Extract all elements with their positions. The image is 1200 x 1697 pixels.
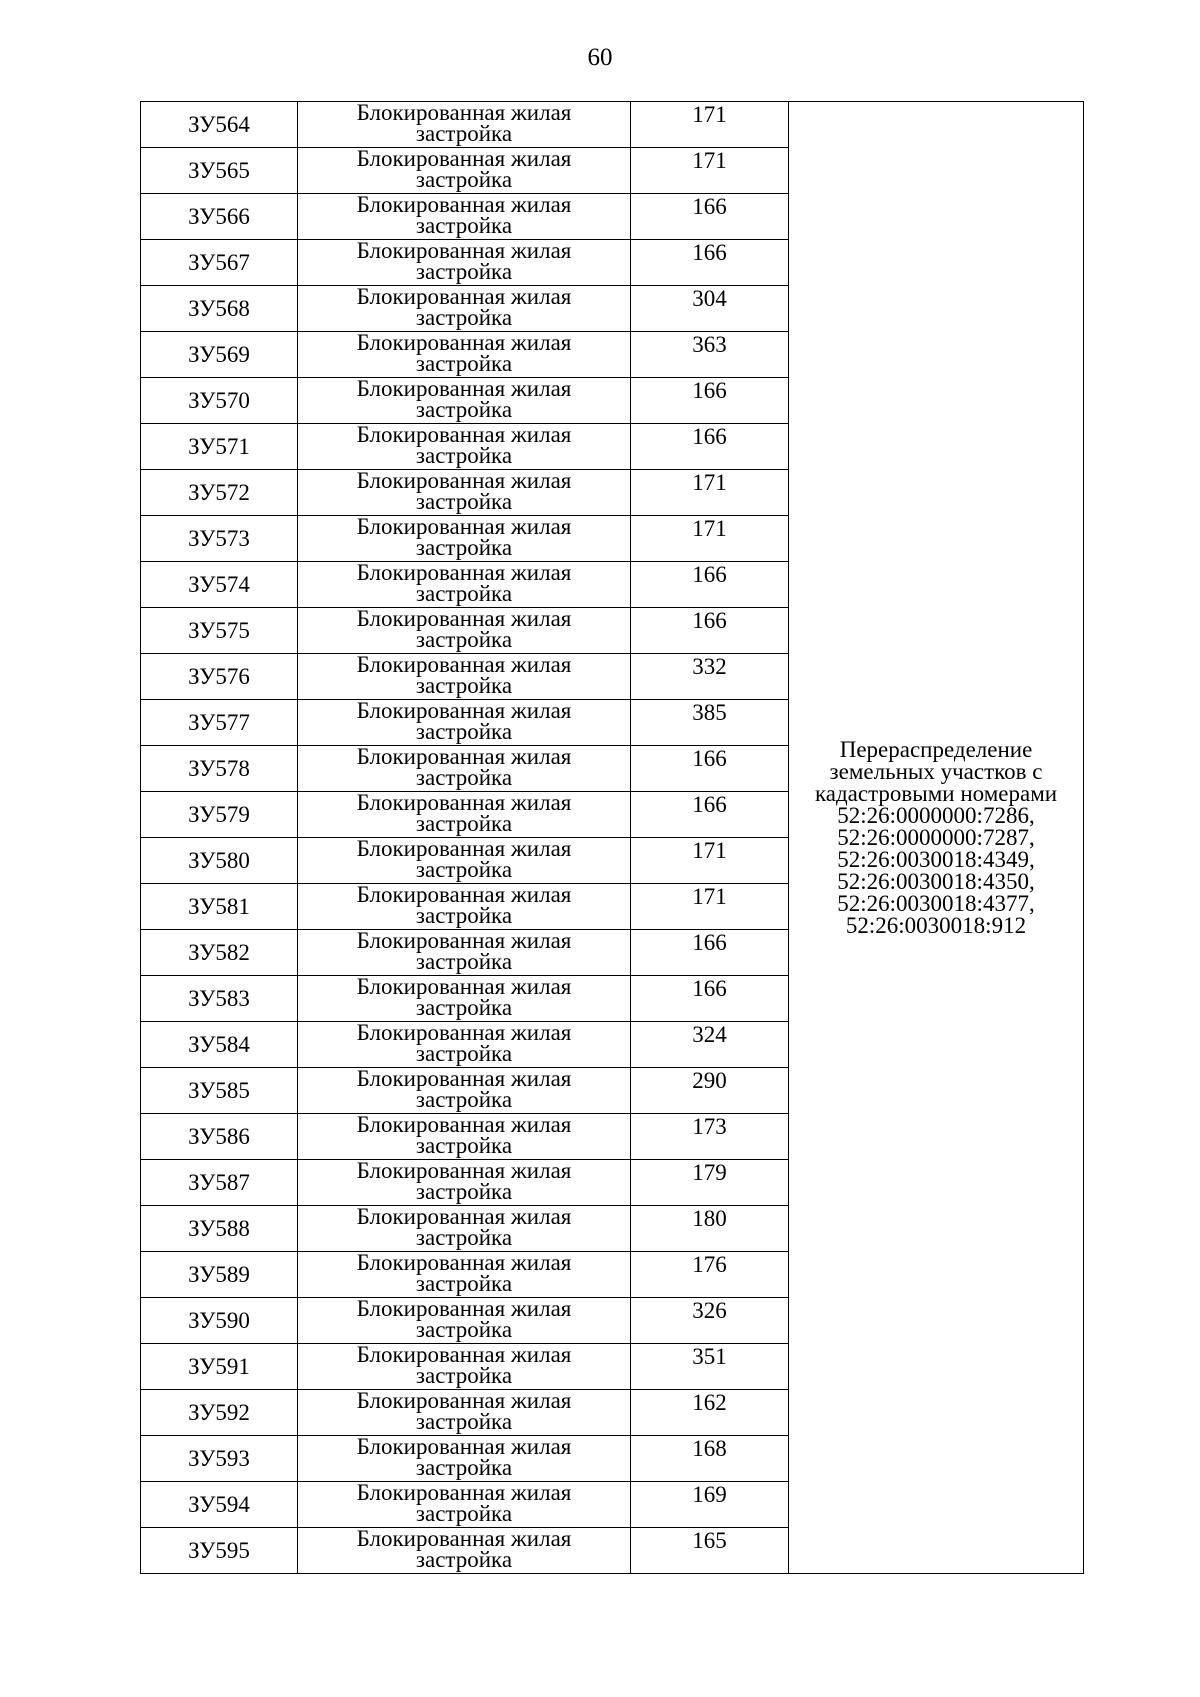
permitted-use-line-2: застройка: [415, 305, 513, 330]
area-cell: 171: [631, 102, 789, 148]
permitted-use-line-1: Блокированная жилая: [356, 330, 572, 355]
area-cell: 166: [631, 792, 789, 838]
permitted-use-line-2: застройка: [415, 1501, 513, 1526]
area-cell: 162: [631, 1390, 789, 1436]
permitted-use-line-2: застройка: [415, 121, 513, 146]
area-cell: 166: [631, 930, 789, 976]
permitted-use-cell: [298, 148, 631, 194]
permitted-use-cell: [298, 562, 631, 608]
permitted-use-line-1: Блокированная жилая: [356, 238, 572, 263]
permitted-use-line-1: Блокированная жилая: [356, 882, 572, 907]
plot-id-cell: ЗУ584: [141, 1022, 298, 1068]
area-cell: 332: [631, 654, 789, 700]
permitted-use-line-2: застройка: [415, 397, 513, 422]
permitted-use-cell: [298, 1022, 631, 1068]
permitted-use-cell: [298, 700, 631, 746]
permitted-use-line-2: застройка: [415, 673, 513, 698]
plot-id-cell: ЗУ580: [141, 838, 298, 884]
permitted-use-line-1: Блокированная жилая: [356, 698, 572, 723]
plot-id-cell: ЗУ564: [141, 102, 298, 148]
plot-id-cell: ЗУ575: [141, 608, 298, 654]
permitted-use-line-2: застройка: [415, 443, 513, 468]
plot-id-cell: ЗУ590: [141, 1298, 298, 1344]
area-cell: 171: [631, 148, 789, 194]
permitted-use-line-1: Блокированная жилая: [356, 284, 572, 309]
area-cell: 173: [631, 1114, 789, 1160]
permitted-use-line-1: Блокированная жилая: [356, 468, 572, 493]
plot-id-cell: ЗУ566: [141, 194, 298, 240]
permitted-use-line-2: застройка: [415, 1041, 513, 1066]
permitted-use-cell: [298, 654, 631, 700]
permitted-use-cell: [298, 1252, 631, 1298]
permitted-use-line-2: застройка: [415, 903, 513, 928]
permitted-use-line-1: Блокированная жилая: [356, 1112, 572, 1137]
permitted-use-cell: [298, 1160, 631, 1206]
area-cell: 326: [631, 1298, 789, 1344]
permitted-use-cell: [298, 1528, 631, 1574]
formation-method-line: 52:26:0000000:7287,: [837, 824, 1035, 850]
plot-id-cell: ЗУ568: [141, 286, 298, 332]
area-cell: 165: [631, 1528, 789, 1574]
area-cell: 166: [631, 240, 789, 286]
permitted-use-cell: [298, 884, 631, 930]
area-cell: 166: [631, 562, 789, 608]
permitted-use-line-1: Блокированная жилая: [356, 560, 572, 585]
area-cell: 171: [631, 838, 789, 884]
area-cell: 385: [631, 700, 789, 746]
formation-method-line: земельных участков с: [829, 758, 1043, 784]
permitted-use-cell: [298, 286, 631, 332]
permitted-use-line-2: застройка: [415, 1225, 513, 1250]
permitted-use-line-2: застройка: [415, 1133, 513, 1158]
area-cell: 171: [631, 516, 789, 562]
permitted-use-line-1: Блокированная жилая: [356, 790, 572, 815]
land-plots-table: [140, 101, 1084, 1574]
permitted-use-line-1: Блокированная жилая: [356, 1296, 572, 1321]
area-cell: 169: [631, 1482, 789, 1528]
permitted-use-line-1: Блокированная жилая: [356, 1480, 572, 1505]
permitted-use-line-1: Блокированная жилая: [356, 192, 572, 217]
plot-id-cell: ЗУ594: [141, 1482, 298, 1528]
area-cell: 304: [631, 286, 789, 332]
plot-id-cell: ЗУ572: [141, 470, 298, 516]
plot-id-cell: ЗУ570: [141, 378, 298, 424]
plot-id-cell: ЗУ582: [141, 930, 298, 976]
formation-method-line: кадастровыми номерами: [814, 780, 1058, 806]
area-cell: 351: [631, 1344, 789, 1390]
area-cell: 166: [631, 424, 789, 470]
permitted-use-line-1: Блокированная жилая: [356, 376, 572, 401]
permitted-use-line-2: застройка: [415, 995, 513, 1020]
area-cell: 171: [631, 470, 789, 516]
permitted-use-line-2: застройка: [415, 719, 513, 744]
permitted-use-cell: [298, 1114, 631, 1160]
area-cell: 363: [631, 332, 789, 378]
permitted-use-line-1: Блокированная жилая: [356, 1342, 572, 1367]
permitted-use-cell: [298, 332, 631, 378]
plot-id-cell: ЗУ583: [141, 976, 298, 1022]
formation-method-line: 52:26:0000000:7286,: [837, 802, 1035, 828]
permitted-use-cell: [298, 1436, 631, 1482]
permitted-use-cell: [298, 976, 631, 1022]
permitted-use-cell: [298, 1390, 631, 1436]
plot-id-cell: ЗУ569: [141, 332, 298, 378]
permitted-use-cell: [298, 102, 631, 148]
permitted-use-line-1: Блокированная жилая: [356, 1526, 572, 1551]
plot-id-cell: ЗУ593: [141, 1436, 298, 1482]
formation-method-line: 52:26:0030018:4377,: [837, 890, 1035, 916]
plot-id-cell: ЗУ571: [141, 424, 298, 470]
plot-id-cell: ЗУ586: [141, 1114, 298, 1160]
plot-id-cell: ЗУ574: [141, 562, 298, 608]
permitted-use-line-2: застройка: [415, 765, 513, 790]
plot-id-cell: ЗУ565: [141, 148, 298, 194]
page-number: 60: [587, 44, 613, 71]
permitted-use-line-2: застройка: [415, 351, 513, 376]
land-plots-table-body: [141, 102, 1084, 1574]
permitted-use-line-1: Блокированная жилая: [356, 146, 572, 171]
plot-id-cell: ЗУ588: [141, 1206, 298, 1252]
permitted-use-line-1: Блокированная жилая: [356, 1020, 572, 1045]
plot-id-cell: ЗУ592: [141, 1390, 298, 1436]
formation-method-line: 52:26:0030018:912: [845, 912, 1027, 938]
area-cell: 171: [631, 884, 789, 930]
permitted-use-line-2: застройка: [415, 213, 513, 238]
area-cell: 166: [631, 194, 789, 240]
permitted-use-line-1: Блокированная жилая: [356, 606, 572, 631]
plot-id-cell: ЗУ578: [141, 746, 298, 792]
table-row: [141, 102, 1084, 148]
plot-id-cell: ЗУ585: [141, 1068, 298, 1114]
permitted-use-cell: [298, 1068, 631, 1114]
permitted-use-cell: [298, 1298, 631, 1344]
permitted-use-cell: [298, 378, 631, 424]
permitted-use-line-1: Блокированная жилая: [356, 1388, 572, 1413]
formation-method-line: 52:26:0030018:4349,: [837, 846, 1035, 872]
permitted-use-cell: [298, 1482, 631, 1528]
permitted-use-line-1: Блокированная жилая: [356, 422, 572, 447]
permitted-use-line-2: застройка: [415, 949, 513, 974]
formation-method-line: Перераспределение: [839, 736, 1033, 762]
formation-method-line: 52:26:0030018:4350,: [837, 868, 1035, 894]
plot-id-cell: ЗУ587: [141, 1160, 298, 1206]
permitted-use-line-2: застройка: [415, 1271, 513, 1296]
formation-method-cell: [789, 102, 1084, 1574]
area-cell: 324: [631, 1022, 789, 1068]
permitted-use-line-1: Блокированная жилая: [356, 836, 572, 861]
permitted-use-line-2: застройка: [415, 1087, 513, 1112]
area-cell: 176: [631, 1252, 789, 1298]
permitted-use-line-1: Блокированная жилая: [356, 1066, 572, 1091]
permitted-use-line-2: застройка: [415, 857, 513, 882]
plot-id-cell: ЗУ577: [141, 700, 298, 746]
area-cell: 166: [631, 746, 789, 792]
permitted-use-cell: [298, 1206, 631, 1252]
permitted-use-cell: [298, 470, 631, 516]
permitted-use-line-1: Блокированная жилая: [356, 1204, 572, 1229]
permitted-use-line-2: застройка: [415, 1363, 513, 1388]
area-cell: 168: [631, 1436, 789, 1482]
permitted-use-line-2: застройка: [415, 489, 513, 514]
permitted-use-cell: [298, 838, 631, 884]
permitted-use-cell: [298, 240, 631, 286]
permitted-use-line-1: Блокированная жилая: [356, 514, 572, 539]
permitted-use-line-2: застройка: [415, 167, 513, 192]
permitted-use-line-2: застройка: [415, 811, 513, 836]
permitted-use-line-1: Блокированная жилая: [356, 928, 572, 953]
plot-id-cell: ЗУ576: [141, 654, 298, 700]
permitted-use-cell: [298, 516, 631, 562]
plot-id-cell: ЗУ581: [141, 884, 298, 930]
permitted-use-line-1: Блокированная жилая: [356, 974, 572, 999]
plot-id-cell: ЗУ595: [141, 1528, 298, 1574]
permitted-use-line-2: застройка: [415, 535, 513, 560]
area-cell: 166: [631, 608, 789, 654]
permitted-use-line-1: Блокированная жилая: [356, 744, 572, 769]
permitted-use-line-1: Блокированная жилая: [356, 1434, 572, 1459]
area-cell: 180: [631, 1206, 789, 1252]
area-cell: 179: [631, 1160, 789, 1206]
permitted-use-line-2: застройка: [415, 581, 513, 606]
permitted-use-line-1: Блокированная жилая: [356, 652, 572, 677]
permitted-use-cell: [298, 746, 631, 792]
plot-id-cell: ЗУ573: [141, 516, 298, 562]
permitted-use-cell: [298, 792, 631, 838]
permitted-use-line-2: застройка: [415, 1317, 513, 1342]
permitted-use-line-2: застройка: [415, 1179, 513, 1204]
permitted-use-line-2: застройка: [415, 1455, 513, 1480]
permitted-use-line-2: застройка: [415, 627, 513, 652]
permitted-use-line-2: застройка: [415, 1409, 513, 1434]
plot-id-cell: ЗУ591: [141, 1344, 298, 1390]
area-cell: 290: [631, 1068, 789, 1114]
permitted-use-line-1: Блокированная жилая: [356, 100, 572, 125]
permitted-use-line-1: Блокированная жилая: [356, 1158, 572, 1183]
permitted-use-cell: [298, 194, 631, 240]
plot-id-cell: ЗУ579: [141, 792, 298, 838]
permitted-use-line-2: застройка: [415, 1547, 513, 1572]
plot-id-cell: ЗУ567: [141, 240, 298, 286]
permitted-use-cell: [298, 930, 631, 976]
area-cell: 166: [631, 378, 789, 424]
permitted-use-line-2: застройка: [415, 259, 513, 284]
permitted-use-cell: [298, 608, 631, 654]
plot-id-cell: ЗУ589: [141, 1252, 298, 1298]
permitted-use-line-1: Блокированная жилая: [356, 1250, 572, 1275]
permitted-use-cell: [298, 424, 631, 470]
permitted-use-cell: [298, 1344, 631, 1390]
area-cell: 166: [631, 976, 789, 1022]
